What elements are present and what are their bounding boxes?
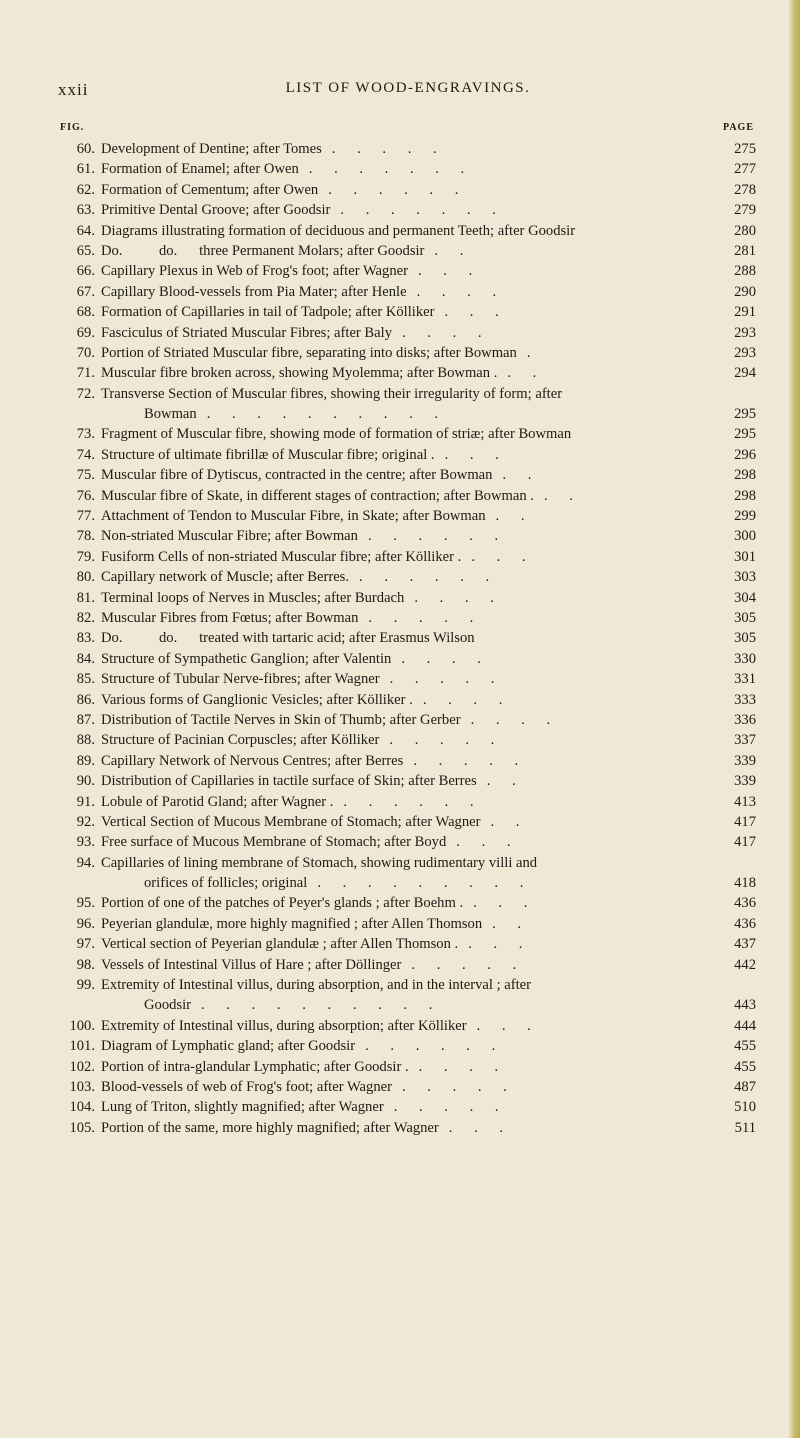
figure-description [101,261,708,281]
description-text: Muscular fibre broken across, showing Myolemma; after Bowman . [101,365,498,382]
list-item [58,1016,758,1036]
leader-dots: . . [543,487,582,504]
description-text: Portion of the same, more highly magnified; after Wagner [101,1119,439,1136]
description-text: Fusiform Cells of non-striated Muscular fibre; after Kölliker . [101,548,462,565]
figure-number: 100. [69,1017,95,1034]
leader-dots: . . [434,242,473,259]
leader-dots: . . . . . [413,752,528,769]
description-text: Peyerian glandulæ, more highly magnified ; after Allen Thomson [101,915,483,932]
leader-dots: . . . [471,548,535,565]
page-reference: 293 [734,324,756,341]
description-text: Portion of Striated Muscular fibre, separating into disks; after Bowman [101,344,517,361]
figure-description [101,730,708,750]
leader-dots: . . [492,915,531,932]
page-reference: 290 [734,283,756,300]
page-reference: 336 [734,711,756,728]
page-reference: 295 [734,426,756,443]
leader-dots: . . . [444,304,508,321]
figure-number: 70. [76,344,95,361]
figure-number: 62. [76,181,95,198]
leader-dots: . . . . . . . . . . [206,406,448,423]
page-reference: 277 [734,161,756,178]
leader-dots: . . . . [470,711,560,728]
list-item [58,608,758,628]
figure-description [101,445,708,465]
list-item [58,302,758,322]
page-reference: 300 [734,528,756,545]
leader-dots: . . . . [416,283,506,300]
figure-description [101,893,708,913]
description-text: Blood-vessels of web of Frog's foot; after Wagner [101,1078,392,1095]
figure-number: 94. [76,854,95,871]
page-reference: 296 [734,446,756,463]
figure-number: 96. [76,915,95,932]
figure-number: 64. [76,222,95,239]
page-reference: 280 [734,222,756,239]
description-text: Structure of Sympathetic Ganglion; after Valentin [101,650,392,667]
figure-description [101,302,708,322]
leader-dots: . . . . . . [359,569,499,586]
leader-dots: . . . . . [389,732,504,749]
description-text: Formation of Cementum; after Owen [101,181,319,198]
figure-number: 78. [76,528,95,545]
page-reference: 331 [734,671,756,688]
description-text: Extremity of Intestinal villus, during absorption, and in the interval ; after [101,977,532,994]
leader-dots: . . . . [401,650,490,667]
list-item [58,1097,758,1117]
figure-description [101,506,708,526]
list-item [58,730,758,750]
figure-description [101,873,708,893]
page-reference: 278 [734,181,756,198]
figure-number: 77. [76,508,95,525]
figure-description [101,139,708,159]
description-text: Do. do. three Permanent Molars; after Goodsir [101,242,425,259]
figure-number: 105. [69,1119,95,1136]
figure-description [101,649,708,669]
list-item [58,384,758,404]
description-text: Transverse Section of Muscular fibres, showing their irregularity of form; after [101,385,563,402]
page-column-header: PAGE [722,122,754,133]
leader-dots: . . . . . [393,1099,508,1116]
figure-number: 75. [76,467,95,484]
list-item [58,975,758,995]
page-reference: 339 [734,752,756,769]
list-item [58,180,758,200]
description-text: Distribution of Tactile Nerves in Skin of Thumb; after Gerber [101,711,461,728]
list-item [58,445,758,465]
figure-description [101,323,708,343]
figure-number: 97. [76,936,95,953]
figure-description [101,1097,708,1117]
description-text: Capillaries of lining membrane of Stomach, showing rudimentary villi and [101,854,538,871]
description-text: Muscular fibre of Dytiscus, contracted in the centre; after Bowman [101,467,493,484]
figure-number: 98. [76,956,95,973]
figure-number: 80. [76,569,95,586]
figure-description [101,812,708,832]
figure-description [101,975,708,995]
figure-description [101,363,708,383]
page-reference: 299 [734,508,756,525]
list-item [58,792,758,812]
description-text: Lung of Triton, slightly magnified; after Wagner [101,1099,384,1116]
list-item [58,221,758,241]
list-item [58,1077,758,1097]
figure-number: 69. [76,324,95,341]
column-headers [58,122,758,134]
figure-description [101,1077,708,1097]
page-reference: 443 [734,997,756,1014]
list-item [58,506,758,526]
leader-dots: . . . . . [411,956,526,973]
list-item [58,159,758,179]
figure-description [101,955,708,975]
leader-dots: . . . . . . [367,528,508,545]
description-text: Muscular fibre of Skate, in different stages of contraction; after Bowman . [101,487,534,504]
list-item [58,526,758,546]
page-reference: 455 [734,1038,756,1055]
figure-description [101,159,708,179]
leader-dots: . . . [444,446,508,463]
figure-description [101,241,708,261]
description-text: Diagram of Lymphatic gland; after Goodsir [101,1038,356,1055]
figure-description [101,486,708,506]
list-item [58,261,758,281]
page-reference: 339 [734,773,756,790]
page-reference: 333 [734,691,756,708]
description-text: Capillary Plexus in Web of Frog's foot; after Wagner [101,263,408,280]
list-item [58,853,758,873]
figure-number: 79. [76,548,95,565]
figure-number: 66. [76,263,95,280]
figure-description [101,526,708,546]
description-text: Lobule of Parotid Gland; after Wagner . [101,793,334,810]
figure-number: 101. [69,1038,95,1055]
description-text: Distribution of Capillaries in tactile surface of Skin; after Berres [101,773,477,790]
list-item [58,934,758,954]
list-item [58,567,758,587]
page-reference: 291 [734,304,756,321]
leader-dots: . . . . . . [328,181,468,198]
page-reference: 413 [734,793,756,810]
figure-number: 90. [76,773,95,790]
description-text: Fragment of Muscular fibre, showing mode of formation of striæ; after Bowman [101,426,572,443]
page-reference: 444 [734,1017,756,1034]
page-reference: 304 [734,589,756,606]
figure-description [101,1057,708,1077]
figure-number: 91. [76,793,95,810]
page-reference: 303 [734,569,756,586]
page-reference: 442 [734,956,756,973]
description-text: Portion of one of the patches of Peyer's glands ; after Boehm . [101,895,464,912]
figure-description [101,710,708,730]
list-item [58,1057,758,1077]
leader-dots: . . . . [402,324,491,341]
leader-dots: . . . . . [389,671,504,688]
list-item [58,424,758,444]
list-item [58,282,758,302]
list-item [58,690,758,710]
page-number: xxii [58,80,89,99]
description-text: Fasciculus of Striated Muscular Fibres; after Baly [101,324,392,341]
fig-column-header: FIG. [60,122,85,133]
description-text: Capillary Network of Nervous Centres; after Berres [101,752,404,769]
list-item [58,323,758,343]
description-text: Capillary network of Muscle; after Berres. [101,569,350,586]
figure-number: 63. [76,202,95,219]
list-item [58,649,758,669]
figure-description [101,465,708,485]
list-item-continuation [58,404,758,424]
page-reference: 487 [734,1078,756,1095]
description-text: Non-striated Muscular Fibre; after Bowman [101,528,358,545]
page-reference: 301 [734,548,756,565]
page-reference: 417 [734,813,756,830]
list-item-continuation [58,873,758,893]
figure-number: 104. [69,1099,95,1116]
page-reference: 298 [734,487,756,504]
page-reference: 279 [734,202,756,219]
figure-description [101,853,708,873]
figure-number: 76. [76,487,95,504]
page-reference: 436 [734,895,756,912]
leader-dots: . . . . [422,691,512,708]
figure-description [101,221,708,241]
description-text: Do. do. treated with tartaric acid; after Erasmus Wilson [101,630,475,647]
running-title: LIST OF WOOD-ENGRAVINGS. [285,80,531,96]
figure-number: 74. [76,446,95,463]
leader-dots: . . . [417,263,482,280]
figure-description [101,404,708,424]
figure-number: 72. [76,385,95,402]
page-reference: 281 [734,242,756,259]
list-item [58,893,758,913]
list-item [58,241,758,261]
figure-description [101,608,708,628]
figure-description [101,669,708,689]
figure-number: 65. [76,242,95,259]
leader-dots: . . . [476,1017,540,1034]
page-reference: 436 [734,915,756,932]
figure-description [101,424,708,444]
figure-description [101,628,708,648]
leader-dots: . . . . . [368,609,483,626]
figure-description [101,690,708,710]
figure-description [101,343,708,363]
description-text: Free surface of Mucous Membrane of Stomach; after Boyd [101,834,447,851]
leader-dots: . . [490,813,529,830]
figure-number: 87. [76,711,95,728]
figure-number: 83. [76,630,95,647]
leader-dots: . . [486,773,525,790]
page-reference: 417 [734,834,756,851]
list-item [58,955,758,975]
figure-number: 86. [76,691,95,708]
description-text: orifices of follicles; original [144,875,308,892]
figure-number: 89. [76,752,95,769]
list-item [58,628,758,648]
description-text: Structure of ultimate fibrillæ of Muscular fibre; original . [101,446,435,463]
leader-dots: . . . [456,834,520,851]
description-text: Formation of Capillaries in tail of Tadpole; after Kölliker [101,304,435,321]
list-item [58,588,758,608]
page-reference: 418 [734,875,756,892]
list-item [58,465,758,485]
description-text: Bowman [144,406,197,423]
figure-description [101,567,708,587]
page-reference: 275 [734,141,756,157]
page-reference: 288 [734,263,756,280]
engravings-list [58,139,758,1138]
page-reference: 298 [734,467,756,484]
leader-dots: . . [502,467,541,484]
figure-description [101,934,708,954]
figure-description [101,180,708,200]
page-reference: 294 [734,365,756,382]
description-text: Diagrams illustrating formation of deciduous and permanent Teeth; after Goodsir [101,222,576,239]
figure-description [101,1036,708,1056]
page-edge [788,0,800,1438]
leader-dots: . . . . . . . . . . [201,997,442,1014]
figure-number: 67. [76,283,95,300]
figure-description [101,1118,708,1138]
leader-dots: . . . . [418,1058,508,1075]
list-item-continuation [58,995,758,1015]
list-item [58,751,758,771]
figure-number: 102. [69,1058,95,1075]
leader-dots: . . . . . . . [340,202,505,219]
description-text: Structure of Tubular Nerve-fibres; after Wagner [101,671,380,688]
figure-number: 73. [76,426,95,443]
figure-description [101,751,708,771]
leader-dots: . . . . . . . . . [317,875,533,892]
leader-dots: . . . . . . . [308,161,474,178]
page-reference: 293 [734,344,756,361]
figure-number: 95. [76,895,95,912]
figure-number: 82. [76,609,95,626]
list-item [58,200,758,220]
list-item [58,914,758,934]
description-text: Goodsir [144,997,192,1014]
list-item [58,1036,758,1056]
list-item [58,547,758,567]
figure-description [101,547,708,567]
page-reference: 455 [734,1058,756,1075]
figure-description [101,384,708,404]
figure-description [101,995,708,1015]
figure-number: 85. [76,671,95,688]
description-text: Vertical section of Peyerian glandulæ ; after Allen Thomson . [101,936,459,953]
page-reference: 511 [734,1119,756,1136]
description-text: Capillary Blood-vessels from Pia Mater; after Henle [101,283,407,300]
leader-dots: . . . . . . [343,793,483,810]
description-text: Portion of intra-glandular Lymphatic; after Goodsir . [101,1058,409,1075]
leader-dots: . . . . . . [365,1038,505,1055]
description-text: Vertical Section of Mucous Membrane of Stomach; after Wagner [101,813,481,830]
list-item [58,771,758,791]
figure-description [101,588,708,608]
leader-dots: . [526,344,540,361]
list-item [58,139,758,159]
figure-description [101,832,708,852]
page-reference: 295 [734,406,756,423]
page-reference: 337 [734,732,756,749]
list-item [58,1118,758,1138]
leader-dots: . . . . . [331,141,446,157]
description-text: Terminal loops of Nerves in Muscles; after Burdach [101,589,405,606]
description-text: Development of Dentine; after Tomes [101,141,322,157]
figure-number: 103. [69,1078,95,1095]
description-text: Various forms of Ganglionic Vesicles; after Kölliker . [101,691,413,708]
figure-description [101,792,708,812]
figure-description [101,1016,708,1036]
list-item [58,669,758,689]
page-reference: 437 [734,936,756,953]
page-reference: 305 [734,630,756,647]
leader-dots: . . . [473,895,537,912]
leader-dots: . . . . [414,589,503,606]
figure-description [101,771,708,791]
description-text: Formation of Enamel; after Owen [101,161,299,178]
leader-dots: . . . [468,936,532,953]
list-item [58,343,758,363]
list-item [58,486,758,506]
figure-number: 84. [76,650,95,667]
figure-number: 99. [76,977,95,994]
description-text: Extremity of Intestinal villus, during absorption; after Kölliker [101,1017,467,1034]
description-text: Primitive Dental Groove; after Goodsir [101,202,331,219]
leader-dots: . . . [448,1119,513,1136]
figure-description [101,914,708,934]
leader-dots: . . . . . [401,1078,516,1095]
list-item [58,363,758,383]
list-item [58,710,758,730]
figure-number: 88. [76,732,95,749]
leader-dots: . . [495,508,534,525]
page-reference: 330 [734,650,756,667]
list-item [58,832,758,852]
description-text: Vessels of Intestinal Villus of Hare ; after Döllinger [101,956,402,973]
list-item [58,812,758,832]
figure-description [101,282,708,302]
figure-number: 93. [76,834,95,851]
leader-dots: . . [507,365,546,382]
figure-number: 60. [76,141,95,157]
figure-description [101,200,708,220]
description-text: Attachment of Tendon to Muscular Fibre, in Skate; after Bowman [101,508,486,525]
page-reference: 510 [734,1099,756,1116]
figure-number: 71. [76,365,95,382]
description-text: Structure of Pacinian Corpuscles; after Kölliker [101,732,380,749]
figure-number: 61. [76,161,95,178]
figure-number: 81. [76,589,95,606]
description-text: Muscular Fibres from Fœtus; after Bowman [101,609,359,626]
figure-number: 92. [76,813,95,830]
figure-number: 68. [76,304,95,321]
page-header [58,80,758,100]
page-reference: 305 [734,609,756,626]
